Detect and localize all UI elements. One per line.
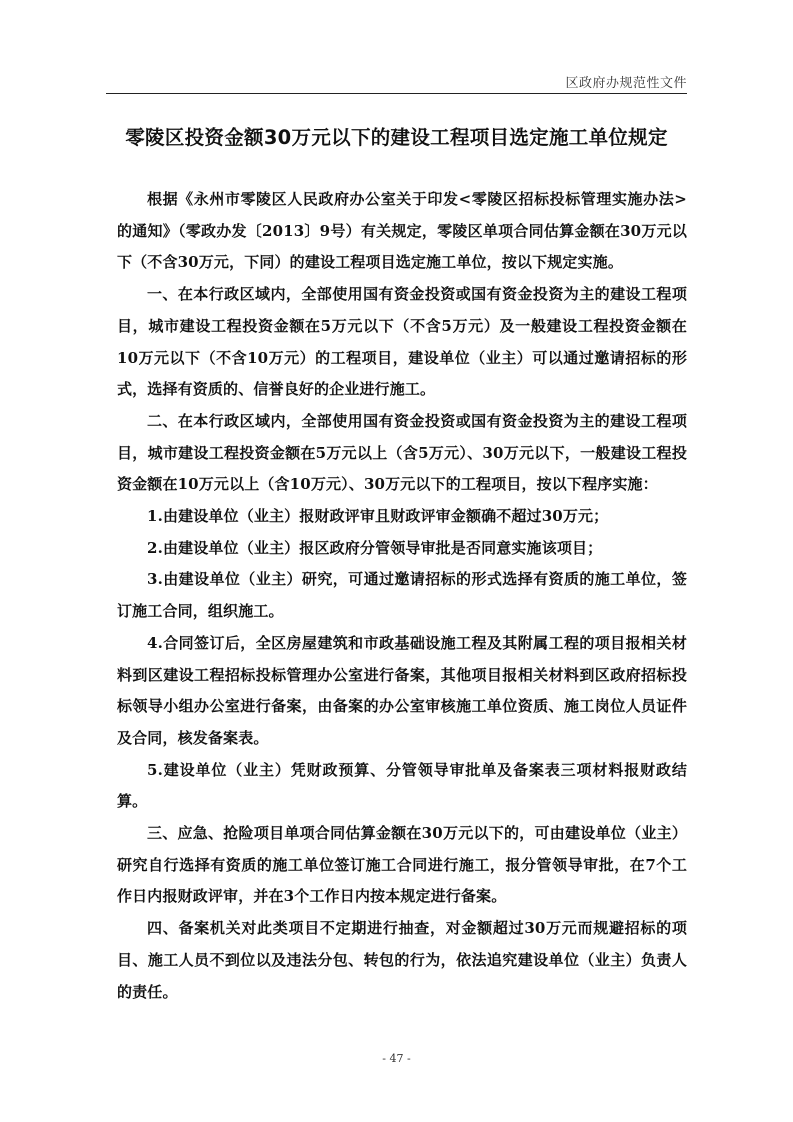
running-header: 区政府办规范性文件 <box>565 76 687 91</box>
paragraph-clause-4: 四、备案机关对此类项目不定期进行抽查，对金额超过30万元而规避招标的项目、施工人员不到位以及违法分包、转包的行为，依法追究建设单位（业主）负责人的责任。 <box>117 919 687 1001</box>
paragraph-step-2: 2.由建设单位（业主）报区政府分管领导审批是否同意实施该项目； <box>147 538 603 557</box>
paragraph-clause-1: 一、在本行政区域内，全部使用国有资金投资或国有资金投资为主的建设工程项目，城市建设工程投资金额在5万元以下（不含5万元）及一般建设工程投资金额在10万元以下（不含10万元）的工程项目，建设单位（业主）可以通过邀请招标的形式，选择有资质的、信誉良好的企业进行施工。 <box>117 285 687 399</box>
paragraph-step-5: 5.建设单位（业主）凭财政预算、分管领导审批单及备案表三项材料报财政结算。 <box>117 760 687 811</box>
paragraph-clause-3: 三、应急、抢险项目单项合同估算金额在30万元以下的，可由建设单位（业主）研究自行选择有资质的施工单位签订施工合同进行施工，报分管领导审批，在7个工作日内报财政评审，并在3个工作日内按本规定进行备案。 <box>117 824 687 906</box>
header-divider <box>106 93 687 94</box>
paragraph-clause-2: 二、在本行政区域内，全部使用国有资金投资或国有资金投资为主的建设工程项目，城市建设工程投资金额在5万元以上（含5万元）、30万元以下，一般建设工程投资金额在10万元以上（含10万元）、30万元以下的工程项目，按以下程序实施： <box>117 411 687 494</box>
document-title: 零陵区投资金额30万元以下的建设工程项目选定施工单位规定 <box>125 126 668 149</box>
page-number: - 47 - <box>382 1052 411 1065</box>
document-body <box>117 184 687 1008</box>
paragraph-intro: 根据《永州市零陵区人民政府办公室关于印发<零陵区招标投标管理实施办法>的通知》（零政办发〔2013〕9号）有关规定，零陵区单项合同估算金额在30万元以下（不含30万元，下同）的建设工程项目选定施工单位，按以下规定实施。 <box>117 190 687 272</box>
paragraph-step-4: 4.合同签订后，全区房屋建筑和市政基础设施工程及其附属工程的项目报相关材料到区建设工程招标投标管理办公室进行备案，其他项目报相关材料到区政府招标投标领导小组办公室进行备案，由备案的办公室审核施工单位资质、施工岗位人员证件及合同，核发备案表。 <box>117 633 687 747</box>
paragraph-step-3: 3.由建设单位（业主）研究，可通过邀请招标的形式选择有资质的施工单位，签订施工合同，组织施工。 <box>117 570 687 621</box>
paragraph-step-1: 1.由建设单位（业主）报财政评审且财政评审金额确不超过30万元； <box>147 507 609 526</box>
